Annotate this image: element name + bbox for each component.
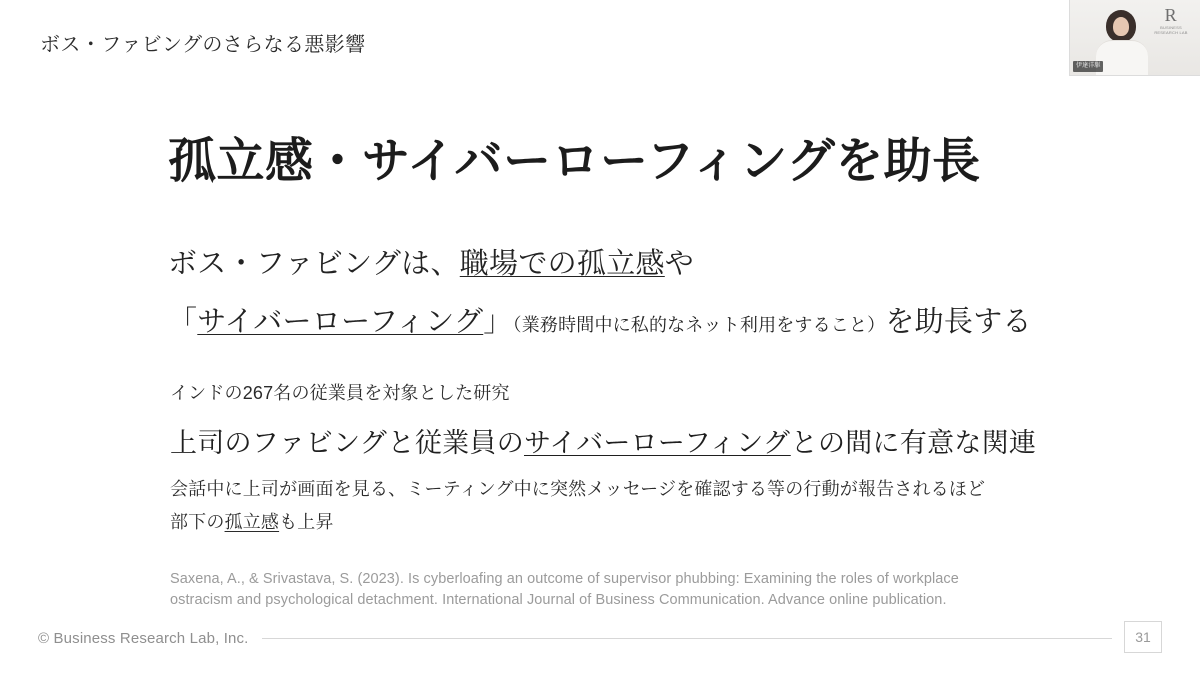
lead-line2-underlined: サイバーローフィング [197, 306, 484, 339]
logo-mark: R [1164, 5, 1178, 25]
lead-line1-part1: ボス・ファビングは、 [168, 248, 460, 280]
detail-line2 [170, 506, 985, 539]
finding-statement [170, 421, 1036, 460]
lead-line1-underlined: 職場での孤立感 [459, 248, 665, 280]
lead-line1-part3: や [664, 248, 695, 280]
finding-part1: 上司のファビングと従業員の [170, 428, 524, 458]
lead-line2-close-bracket: 」 [483, 306, 513, 339]
finding-underlined: サイバーローフィング [523, 428, 791, 458]
lead-line2-parenthetical: （業務時間中に私的なネット利用をすること） [512, 315, 886, 336]
page-number: 31 [1124, 621, 1162, 653]
webcam-overlay [1069, 0, 1200, 76]
finding-part3: との間に有意な関連 [790, 428, 1037, 458]
presenter-name-tag: 伊達洋駆 [1073, 61, 1103, 72]
presenter-face [1113, 17, 1129, 36]
detail-line1: 会話中に上司が画面を見る、ミーティング中に突然メッセージを確認する等の行動が報告されるほど [170, 479, 986, 499]
logo-text: BUSINESS RESEARCH LAB [1154, 25, 1188, 35]
detail-line2-part1: 部下の [170, 512, 225, 533]
slide-header: ボス・ファビングのさらなる悪影響 [40, 34, 366, 56]
detail-line2-underlined: 孤立感 [224, 512, 280, 533]
citation: Saxena, A., & Srivastava, S. (2023). Is cyberloafing an outcome of supervisor phubbing: Examining the roles of workplace ostracism and psychological detachment. International Journal of Business Communication. Advance online publication. [170, 571, 959, 609]
lead-line2-tail: を助長する [885, 306, 1032, 339]
presenter-body [1096, 40, 1148, 76]
study-note: インドの267名の従業員を対象とした研究 [170, 383, 510, 403]
footer-copyright: © Business Research Lab, Inc. [38, 630, 249, 647]
detail-text [170, 473, 985, 540]
lead-line2-open-bracket: 「 [168, 306, 198, 339]
lead-line2 [168, 301, 1032, 343]
lead-paragraph [168, 243, 1032, 343]
research-lab-logo [1150, 6, 1192, 35]
footer-divider [262, 638, 1112, 639]
page-title: 孤立感・サイバーローフィングを助長 [168, 135, 981, 188]
detail-line2-part3: も上昇 [279, 512, 334, 533]
